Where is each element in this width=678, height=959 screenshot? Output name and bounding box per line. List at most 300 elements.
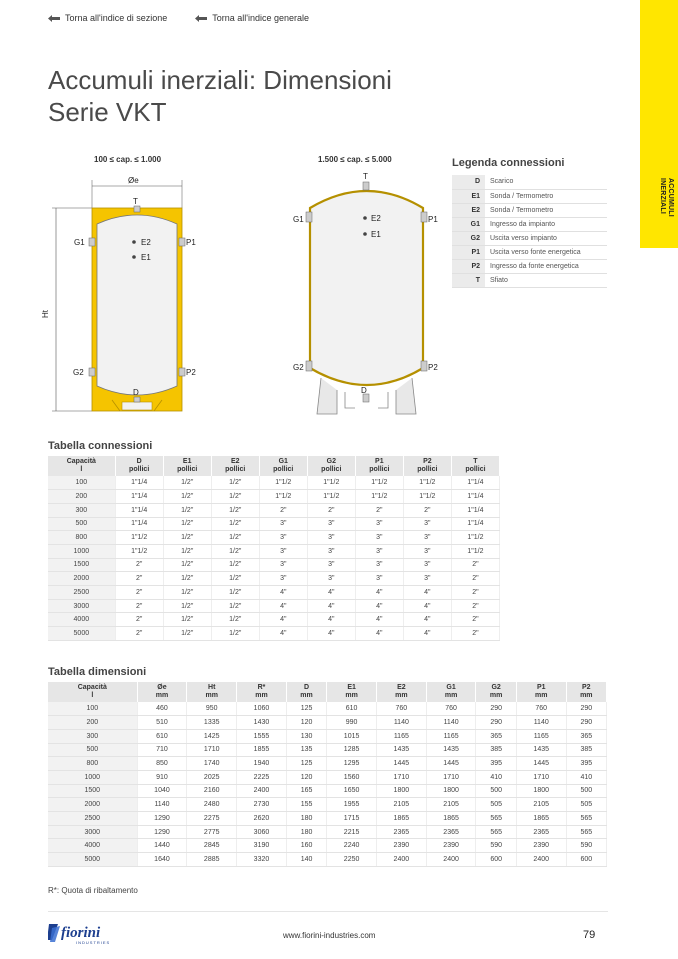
legend-row bbox=[452, 245, 607, 259]
table-cell: 395 bbox=[476, 757, 516, 771]
table-cell: 5000 bbox=[48, 853, 137, 867]
table-cell: 365 bbox=[566, 729, 606, 743]
legend-code: E1 bbox=[452, 189, 485, 203]
table-row bbox=[48, 572, 500, 586]
table-cell: 1855 bbox=[237, 743, 287, 757]
table-cell: 1/2" bbox=[163, 517, 211, 531]
table-cell: 120 bbox=[286, 770, 326, 784]
section-index-link[interactable] bbox=[48, 13, 167, 23]
table-cell: 1/2" bbox=[211, 476, 259, 490]
table-cell: 140 bbox=[286, 853, 326, 867]
table-cell: 1500 bbox=[48, 558, 115, 572]
table-cell: 125 bbox=[286, 757, 326, 771]
small-tank-diagram bbox=[40, 168, 200, 420]
table-cell: 385 bbox=[566, 743, 606, 757]
column-header: P2 pollici bbox=[403, 456, 451, 476]
page-title: Accumuli inerziali: Dimensioni Serie VKT bbox=[48, 65, 392, 127]
table-cell: 3" bbox=[307, 572, 355, 586]
column-header: P1 pollici bbox=[355, 456, 403, 476]
table-cell: 600 bbox=[476, 853, 516, 867]
table-row bbox=[48, 812, 607, 826]
table-row bbox=[48, 599, 500, 613]
section-index-label: Torna all'indice di sezione bbox=[65, 13, 168, 23]
table-cell: 2620 bbox=[237, 812, 287, 826]
table-cell: 290 bbox=[566, 716, 606, 730]
table-cell: 165 bbox=[286, 784, 326, 798]
connections-table-title: Tabella connessioni bbox=[48, 440, 153, 452]
table-cell: 2" bbox=[115, 586, 163, 600]
table-row bbox=[48, 853, 607, 867]
table-cell: 2500 bbox=[48, 586, 115, 600]
table-cell: 1140 bbox=[516, 716, 566, 730]
table-cell: 5000 bbox=[48, 627, 115, 641]
table-cell: 505 bbox=[476, 798, 516, 812]
fiorini-logo[interactable] bbox=[48, 921, 128, 945]
table-cell: 2500 bbox=[48, 812, 137, 826]
legend-code: P2 bbox=[452, 259, 485, 273]
large-g1-label: G1 bbox=[293, 215, 304, 224]
column-header: Ht mm bbox=[187, 682, 237, 702]
table-cell: 1650 bbox=[327, 784, 377, 798]
table-cell: 1060 bbox=[237, 702, 287, 716]
table-row bbox=[48, 825, 607, 839]
table-cell: 3" bbox=[259, 558, 307, 572]
small-p1-label: P1 bbox=[186, 238, 196, 247]
table-cell: 500 bbox=[476, 784, 516, 798]
table-cell: 2" bbox=[451, 586, 499, 600]
table-cell: 4" bbox=[259, 627, 307, 641]
table-cell: 1715 bbox=[327, 812, 377, 826]
legend-description: Ingresso da impianto bbox=[485, 217, 607, 231]
table-cell: 2400 bbox=[516, 853, 566, 867]
table-cell: 290 bbox=[476, 716, 516, 730]
table-cell: 1000 bbox=[48, 770, 137, 784]
small-p2-label: P2 bbox=[186, 368, 196, 377]
ht-dimension-label: Ht bbox=[41, 310, 50, 318]
large-tank-caption: 1.500 ≤ cap. ≤ 5.000 bbox=[318, 155, 392, 164]
table-cell: 1445 bbox=[516, 757, 566, 771]
table-cell: 4" bbox=[307, 586, 355, 600]
table-cell: 290 bbox=[566, 702, 606, 716]
table-cell: 505 bbox=[566, 798, 606, 812]
table-cell: 4" bbox=[403, 613, 451, 627]
table-cell: 1/2" bbox=[163, 531, 211, 545]
table-cell: 2160 bbox=[187, 784, 237, 798]
table-cell: 590 bbox=[566, 839, 606, 853]
table-cell: 1165 bbox=[426, 729, 476, 743]
table-row bbox=[48, 743, 607, 757]
table-cell: 2400 bbox=[237, 784, 287, 798]
table-cell: 3000 bbox=[48, 825, 137, 839]
table-cell: 3000 bbox=[48, 599, 115, 613]
table-cell: 1710 bbox=[187, 743, 237, 757]
legend-description: Ingresso da fonte energetica bbox=[485, 259, 607, 273]
table-cell: 1/2" bbox=[163, 627, 211, 641]
table-row bbox=[48, 757, 607, 771]
table-cell: 2775 bbox=[187, 825, 237, 839]
column-header: G1 mm bbox=[426, 682, 476, 702]
table-cell: 1"1/2 bbox=[307, 490, 355, 504]
large-g2-label: G2 bbox=[293, 363, 304, 372]
table-cell: 3" bbox=[307, 517, 355, 531]
large-d-label: D bbox=[361, 386, 367, 395]
table-cell: 2000 bbox=[48, 572, 115, 586]
table-cell: 120 bbox=[286, 716, 326, 730]
legend-row bbox=[452, 203, 607, 217]
table-cell: 2" bbox=[451, 613, 499, 627]
table-cell: 2275 bbox=[187, 812, 237, 826]
legend-row bbox=[452, 273, 607, 287]
table-cell: 760 bbox=[376, 702, 426, 716]
table-cell: 2365 bbox=[516, 825, 566, 839]
table-cell: 1430 bbox=[237, 716, 287, 730]
table-cell: 2225 bbox=[237, 770, 287, 784]
table-cell: 1"1/2 bbox=[115, 544, 163, 558]
table-cell: 2365 bbox=[376, 825, 426, 839]
table-cell: 1"1/2 bbox=[307, 476, 355, 490]
table-cell: 1555 bbox=[237, 729, 287, 743]
table-cell: 4000 bbox=[48, 839, 137, 853]
table-cell: 1285 bbox=[327, 743, 377, 757]
table-cell: 1"1/4 bbox=[115, 490, 163, 504]
table-cell: 2845 bbox=[187, 839, 237, 853]
table-cell: 600 bbox=[566, 853, 606, 867]
table-cell: 4" bbox=[307, 599, 355, 613]
table-cell: 200 bbox=[48, 490, 115, 504]
small-d-label: D bbox=[133, 388, 139, 397]
legend-title: Legenda connessioni bbox=[452, 157, 565, 169]
table-cell: 565 bbox=[566, 825, 606, 839]
table-cell: 3" bbox=[259, 531, 307, 545]
website-link[interactable]: www.fiorini-industries.com bbox=[283, 931, 376, 940]
table-cell: 3" bbox=[259, 544, 307, 558]
table-cell: 1140 bbox=[137, 798, 187, 812]
table-cell: 3" bbox=[403, 517, 451, 531]
table-cell: 4000 bbox=[48, 613, 115, 627]
table-cell: 4" bbox=[355, 627, 403, 641]
table-cell: 1"1/4 bbox=[451, 503, 499, 517]
table-cell: 1/2" bbox=[211, 586, 259, 600]
table-cell: 2390 bbox=[376, 839, 426, 853]
table-cell: 2" bbox=[115, 627, 163, 641]
table-cell: 2" bbox=[259, 503, 307, 517]
section-side-tab[interactable] bbox=[640, 0, 678, 248]
table-cell: 2390 bbox=[426, 839, 476, 853]
table-cell: 2885 bbox=[187, 853, 237, 867]
table-cell: 2215 bbox=[327, 825, 377, 839]
table-cell: 1/2" bbox=[211, 599, 259, 613]
table-row bbox=[48, 476, 500, 490]
legend-row bbox=[452, 175, 607, 189]
table-cell: 4" bbox=[307, 627, 355, 641]
table-cell: 300 bbox=[48, 503, 115, 517]
table-cell: 2" bbox=[403, 503, 451, 517]
column-header: E1 pollici bbox=[163, 456, 211, 476]
column-header: E1 mm bbox=[327, 682, 377, 702]
table-cell: 1800 bbox=[426, 784, 476, 798]
table-cell: 1710 bbox=[426, 770, 476, 784]
table-cell: 4" bbox=[403, 627, 451, 641]
table-cell: 760 bbox=[426, 702, 476, 716]
column-header: E2 pollici bbox=[211, 456, 259, 476]
table-cell: 2400 bbox=[426, 853, 476, 867]
table-cell: 1000 bbox=[48, 544, 115, 558]
table-cell: 3320 bbox=[237, 853, 287, 867]
table-cell: 3060 bbox=[237, 825, 287, 839]
table-cell: 2105 bbox=[516, 798, 566, 812]
large-t-label: T bbox=[363, 172, 368, 181]
table-cell: 610 bbox=[327, 702, 377, 716]
table-cell: 4" bbox=[307, 613, 355, 627]
table-cell: 800 bbox=[48, 531, 115, 545]
table-cell: 1560 bbox=[327, 770, 377, 784]
table-cell: 3" bbox=[307, 558, 355, 572]
table-cell: 1"1/4 bbox=[451, 490, 499, 504]
table-row bbox=[48, 503, 500, 517]
table-cell: 1/2" bbox=[211, 531, 259, 545]
table-cell: 1"1/2 bbox=[259, 476, 307, 490]
table-cell: 1165 bbox=[516, 729, 566, 743]
table-cell: 2730 bbox=[237, 798, 287, 812]
column-header: G2 pollici bbox=[307, 456, 355, 476]
table-row bbox=[48, 586, 500, 600]
table-cell: 125 bbox=[286, 702, 326, 716]
table-cell: 160 bbox=[286, 839, 326, 853]
table-cell: 2000 bbox=[48, 798, 137, 812]
table-row bbox=[48, 531, 500, 545]
table-cell: 1/2" bbox=[211, 572, 259, 586]
table-cell: 565 bbox=[476, 812, 516, 826]
table-cell: 1710 bbox=[516, 770, 566, 784]
table-cell: 135 bbox=[286, 743, 326, 757]
table-row bbox=[48, 613, 500, 627]
table-cell: 3" bbox=[403, 558, 451, 572]
table-cell: 1"1/2 bbox=[451, 531, 499, 545]
table-cell: 3" bbox=[307, 544, 355, 558]
table-cell: 1"1/2 bbox=[115, 531, 163, 545]
table-cell: 1140 bbox=[376, 716, 426, 730]
table-cell: 760 bbox=[516, 702, 566, 716]
table-row bbox=[48, 716, 607, 730]
table-cell: 1940 bbox=[237, 757, 287, 771]
legend-code: E2 bbox=[452, 203, 485, 217]
table-cell: 2" bbox=[115, 558, 163, 572]
table-cell: 1"1/4 bbox=[115, 517, 163, 531]
table-cell: 1955 bbox=[327, 798, 377, 812]
table-cell: 1"1/2 bbox=[355, 476, 403, 490]
table-cell: 1290 bbox=[137, 812, 187, 826]
back-arrow-icon bbox=[48, 15, 60, 22]
table-cell: 1500 bbox=[48, 784, 137, 798]
table-cell: 200 bbox=[48, 716, 137, 730]
dimensions-table bbox=[48, 682, 607, 867]
general-index-label: Torna all'indice generale bbox=[212, 13, 310, 23]
table-cell: 1/2" bbox=[211, 490, 259, 504]
legend-row bbox=[452, 189, 607, 203]
table-cell: 1440 bbox=[137, 839, 187, 853]
table-cell: 365 bbox=[476, 729, 516, 743]
svg-text:INDUSTRIES: INDUSTRIES bbox=[76, 940, 111, 945]
svg-text:fiorini: fiorini bbox=[61, 925, 101, 941]
table-cell: 500 bbox=[48, 517, 115, 531]
table-cell: 3" bbox=[355, 572, 403, 586]
table-cell: 1865 bbox=[376, 812, 426, 826]
table-cell: 1"1/4 bbox=[115, 503, 163, 517]
table-cell: 1"1/2 bbox=[403, 490, 451, 504]
large-e2-label: E2 bbox=[371, 214, 381, 223]
table-cell: 710 bbox=[137, 743, 187, 757]
general-index-link[interactable] bbox=[195, 13, 309, 23]
table-cell: 1/2" bbox=[211, 627, 259, 641]
table-cell: 610 bbox=[137, 729, 187, 743]
table-cell: 2365 bbox=[426, 825, 476, 839]
table-cell: 2105 bbox=[426, 798, 476, 812]
table-cell: 385 bbox=[476, 743, 516, 757]
table-cell: 1435 bbox=[516, 743, 566, 757]
table-cell: 2105 bbox=[376, 798, 426, 812]
legend-description: Sonda / Termometro bbox=[485, 203, 607, 217]
table-cell: 1/2" bbox=[163, 586, 211, 600]
table-cell: 1865 bbox=[516, 812, 566, 826]
page-number: 79 bbox=[583, 929, 596, 941]
table-cell: 2" bbox=[355, 503, 403, 517]
table-cell: 1740 bbox=[187, 757, 237, 771]
table-cell: 3" bbox=[403, 531, 451, 545]
table-cell: 1435 bbox=[426, 743, 476, 757]
table-cell: 1"1/2 bbox=[355, 490, 403, 504]
small-t-label: T bbox=[133, 197, 138, 206]
table-cell: 180 bbox=[286, 825, 326, 839]
table-cell: 1"1/4 bbox=[451, 476, 499, 490]
large-e1-label: E1 bbox=[371, 230, 381, 239]
table-cell: 1/2" bbox=[211, 503, 259, 517]
table-cell: 4" bbox=[259, 599, 307, 613]
column-header: T pollici bbox=[451, 456, 499, 476]
table-cell: 2480 bbox=[187, 798, 237, 812]
table-cell: 2390 bbox=[516, 839, 566, 853]
legend-code: D bbox=[452, 175, 485, 189]
table-cell: 1/2" bbox=[163, 490, 211, 504]
table-cell: 3" bbox=[259, 572, 307, 586]
table-row bbox=[48, 770, 607, 784]
legend-row bbox=[452, 217, 607, 231]
table-row bbox=[48, 729, 607, 743]
legend-code: T bbox=[452, 273, 485, 287]
table-row bbox=[48, 702, 607, 716]
table-cell: 3190 bbox=[237, 839, 287, 853]
table-cell: 1800 bbox=[516, 784, 566, 798]
table-cell: 500 bbox=[48, 743, 137, 757]
table-cell: 3" bbox=[259, 517, 307, 531]
legend-table bbox=[452, 175, 607, 288]
table-cell: 3" bbox=[355, 558, 403, 572]
table-cell: 850 bbox=[137, 757, 187, 771]
table-cell: 910 bbox=[137, 770, 187, 784]
table-cell: 4" bbox=[259, 613, 307, 627]
column-header: D pollici bbox=[115, 456, 163, 476]
table-cell: 155 bbox=[286, 798, 326, 812]
table-cell: 1"1/2 bbox=[451, 544, 499, 558]
table-cell: 4" bbox=[355, 599, 403, 613]
legend-row bbox=[452, 231, 607, 245]
table-cell: 1140 bbox=[426, 716, 476, 730]
table-cell: 1/2" bbox=[211, 613, 259, 627]
table-cell: 2240 bbox=[327, 839, 377, 853]
table-cell: 410 bbox=[476, 770, 516, 784]
table-cell: 510 bbox=[137, 716, 187, 730]
small-e1-label: E1 bbox=[141, 253, 151, 262]
column-header: G2 mm bbox=[476, 682, 516, 702]
table-cell: 3" bbox=[403, 572, 451, 586]
table-cell: 1800 bbox=[376, 784, 426, 798]
connections-table bbox=[48, 456, 500, 641]
table-row bbox=[48, 627, 500, 641]
table-cell: 180 bbox=[286, 812, 326, 826]
connections-legend bbox=[452, 157, 607, 288]
table-cell: 2" bbox=[307, 503, 355, 517]
table-cell: 1865 bbox=[426, 812, 476, 826]
table-cell: 1/2" bbox=[211, 558, 259, 572]
table-cell: 1/2" bbox=[211, 517, 259, 531]
table-cell: 950 bbox=[187, 702, 237, 716]
table-cell: 2" bbox=[451, 558, 499, 572]
table-cell: 2" bbox=[451, 599, 499, 613]
table-cell: 1435 bbox=[376, 743, 426, 757]
table-cell: 2" bbox=[451, 627, 499, 641]
table-cell: 565 bbox=[566, 812, 606, 826]
legend-description: Sfiato bbox=[485, 273, 607, 287]
small-tank-caption: 100 ≤ cap. ≤ 1.000 bbox=[94, 155, 162, 164]
table-cell: 2400 bbox=[376, 853, 426, 867]
table-cell: 100 bbox=[48, 476, 115, 490]
column-header: P1 mm bbox=[516, 682, 566, 702]
column-header: Øe mm bbox=[137, 682, 187, 702]
legend-code: P1 bbox=[452, 245, 485, 259]
table-cell: 4" bbox=[355, 613, 403, 627]
table-cell: 1/2" bbox=[163, 476, 211, 490]
table-row bbox=[48, 517, 500, 531]
table-cell: 990 bbox=[327, 716, 377, 730]
table-cell: 1/2" bbox=[163, 572, 211, 586]
column-header: R* mm bbox=[237, 682, 287, 702]
footer-divider bbox=[48, 911, 608, 912]
table-cell: 1335 bbox=[187, 716, 237, 730]
table-cell: 1/2" bbox=[211, 544, 259, 558]
column-header: P2 mm bbox=[566, 682, 606, 702]
section-side-label: ACCUMULI INERZIALI bbox=[659, 178, 674, 217]
column-header: Capacità l bbox=[48, 456, 115, 476]
column-header: Capacità l bbox=[48, 682, 137, 702]
table-cell: 3" bbox=[355, 544, 403, 558]
table-cell: 1"1/4 bbox=[115, 476, 163, 490]
table-row bbox=[48, 839, 607, 853]
table-cell: 4" bbox=[403, 586, 451, 600]
column-header: G1 pollici bbox=[259, 456, 307, 476]
table-cell: 2025 bbox=[187, 770, 237, 784]
table-cell: 1"1/2 bbox=[403, 476, 451, 490]
legend-description: Uscita verso fonte energetica bbox=[485, 245, 607, 259]
small-e2-label: E2 bbox=[141, 238, 151, 247]
table-cell: 3" bbox=[403, 544, 451, 558]
table-cell: 800 bbox=[48, 757, 137, 771]
table-cell: 1"1/2 bbox=[259, 490, 307, 504]
table-cell: 590 bbox=[476, 839, 516, 853]
table-cell: 1015 bbox=[327, 729, 377, 743]
back-arrow-icon bbox=[195, 15, 207, 22]
large-p2-label: P2 bbox=[428, 363, 438, 372]
table-cell: 2" bbox=[115, 599, 163, 613]
table-row bbox=[48, 544, 500, 558]
